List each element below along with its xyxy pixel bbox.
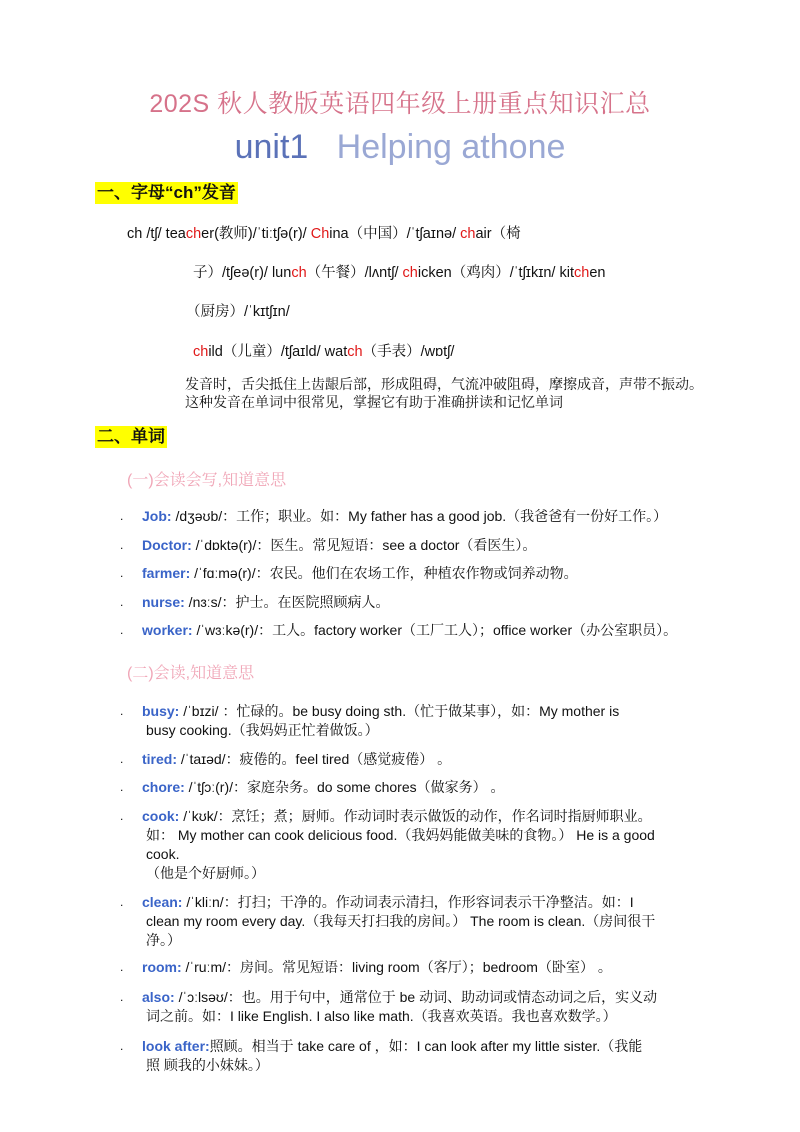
ch-highlight: ch [185,226,202,242]
vocab-entry [120,893,705,950]
vocab-definition: /nɜːs/：护士。在医院照顾病人。 [184,594,390,610]
vocab-continuation: 照 顾我的小妹妹。） [146,1057,269,1073]
vocab-entry [120,621,705,640]
ch-highlight: ch [574,265,590,281]
ch-line-text: 子）/tʃeə(r)/ lun [193,265,292,281]
vocab-entry [120,702,705,740]
document-title: 202S 秋人教版英语四年级上册重点知识汇总 [149,90,651,118]
ch-line-3 [186,302,290,322]
vocab-word: room: [142,959,182,975]
group-b-heading: (二)会读,知道意思 [127,665,255,682]
vocab-continuation: 词之前。如：I like English. I also like math.（我喜欢英语。我也喜欢数学。） [146,1008,617,1024]
vocab-entry [120,593,705,612]
vocab-word: look after: [142,1038,210,1054]
vocab-entry [120,988,705,1026]
unit-name: Helping athone [336,128,566,166]
vocab-word: farmer: [142,565,191,581]
vocab-continuation: （他是个好厨师。） [146,865,265,881]
ch-line-text: icken（鸡肉）/ˈtʃɪkɪn/ kit [417,265,574,281]
bullet-dot: . [120,623,124,637]
vocab-word: worker: [142,622,193,638]
ch-line-text: （午餐）/lʌntʃ/ [306,265,403,281]
ch-line-text: （厨房）/ˈkɪtʃɪn/ [186,304,290,320]
vocab-definition: /ˈɔːlsəʊ/：也。用于句中，通常位于 be 动词、助动词或情态动词之后，实义动 [174,989,658,1005]
ch-highlight: Ch [310,226,330,242]
bullet-dot: . [120,538,124,552]
vocab-word: Job: [142,508,172,524]
ch-line-1 [127,224,521,244]
vocab-continuation: busy cooking.（我妈妈正忙着做饭。） [146,722,379,738]
vocab-definition: 照顾。相当于 take care of ，如：I can look after my little sister.（我能 [209,1038,643,1054]
ch-line-2 [193,263,605,283]
group-a-heading: (一)会读会写,知道意思 [127,472,287,489]
section1-heading: 一、字母“ch”发音 [97,183,236,202]
vocab-entry [120,778,705,797]
vocab-continuation: clean my room every day.（我每天打扫我的房间。） The room is clean.（房间很干 [146,913,656,929]
bullet-dot: . [120,1039,124,1053]
vocab-definition: /ˈruːm/：房间。常见短语：living room（客厅）；bedroom（卧室） 。 [181,959,612,975]
vocab-continuation: cook. [146,846,180,862]
vocab-word: chore: [142,779,185,795]
vocab-entry [120,750,705,769]
ch-highlight: ch [291,265,307,281]
ch-line-text: er(教师)/ˈtiːtʃə(r)/ [201,226,311,242]
vocab-word: busy: [142,703,180,719]
bullet-dot: . [120,780,124,794]
ch-highlight: ch [402,265,418,281]
vocab-definition: /dʒəʊb/：工作；职业。如：My father has a good job.（我爸爸有一份好工作。） [171,508,668,524]
ch-line-text: （手表）/wɒtʃ/ [362,344,455,360]
ch-line-4 [193,342,454,362]
ch-line-text: ild（儿童）/tʃaɪld/ wat [208,344,348,360]
bullet-dot: . [120,752,124,766]
ch-line-text: ina（中国）/ˈtʃaɪnə/ [329,226,461,242]
pronunciation-note: 发音时，舌尖抵住上齿龈后部，形成阻碍，气流冲破阻碍，摩擦成音，声带不振动。这种发音在单词中很常见，掌握它有助于准确拼读和记忆单词 [185,376,703,410]
vocab-entry [120,807,705,883]
bullet-dot: . [120,566,124,580]
vocab-definition: /ˈdɒktə(r)/：医生。常见短语：see a doctor（看医生）。 [191,537,537,553]
section2-heading: 二、单词 [97,427,165,446]
vocab-definition: /ˈwɜːkə(r)/：工人。factory worker（工厂工人）；office worker（办公室职员）。 [192,622,678,638]
vocab-word: tired: [142,751,177,767]
ch-highlight: ch [347,344,363,360]
ch-highlight: ch [460,226,476,242]
bullet-dot: . [120,809,124,823]
unit-title [0,128,800,167]
vocab-entry [120,564,705,583]
vocab-word: cook: [142,808,180,824]
vocab-definition: /ˈbɪzi/ ：忙碌的。be busy doing sth.（忙于做某事），如：My mother is [179,703,620,719]
vocab-definition: /ˈkliːn/：打扫；干净的。作动词表示清扫，作形容词表示干净整洁。如：I [182,894,634,910]
ch-line-text: en [589,265,606,281]
bullet-dot: . [120,960,124,974]
vocab-continuation: 如： My mother can cook delicious food.（我妈妈能做美味的食物。） He is a good [146,827,655,843]
vocab-continuation: 净。） [146,932,181,948]
vocab-entry [120,507,705,526]
vocab-word: Doctor: [142,537,192,553]
vocab-definition: /ˈtʃɔː(r)/：家庭杂务。do some chores（做家务） 。 [184,779,505,795]
bullet-dot: . [120,990,124,1004]
bullet-dot: . [120,895,124,909]
vocab-definition: /ˈkʊk/：烹饪；煮；厨师。作动词时表示做饭的动作，作名词时指厨师职业。 [179,808,652,824]
ch-line-text: ch /tʃ/ tea [127,226,186,242]
bullet-dot: . [120,595,124,609]
vocab-entry [120,536,705,555]
vocab-entry [120,958,705,977]
vocab-word: also: [142,989,175,1005]
vocab-entry [120,1037,705,1075]
ch-line-text: air（椅 [475,226,521,242]
bullet-dot: . [120,704,124,718]
unit-label: unit1 [234,128,309,166]
vocab-definition: /ˈfɑːmə(r)/：农民。他们在农场工作，种植农作物或饲养动物。 [190,565,578,581]
ch-highlight: ch [193,344,209,360]
vocab-word: clean: [142,894,183,910]
bullet-dot: . [120,509,124,523]
vocab-definition: /ˈtaɪəd/：疲倦的。feel tired（感觉疲倦） 。 [177,751,452,767]
vocab-word: nurse: [142,594,185,610]
